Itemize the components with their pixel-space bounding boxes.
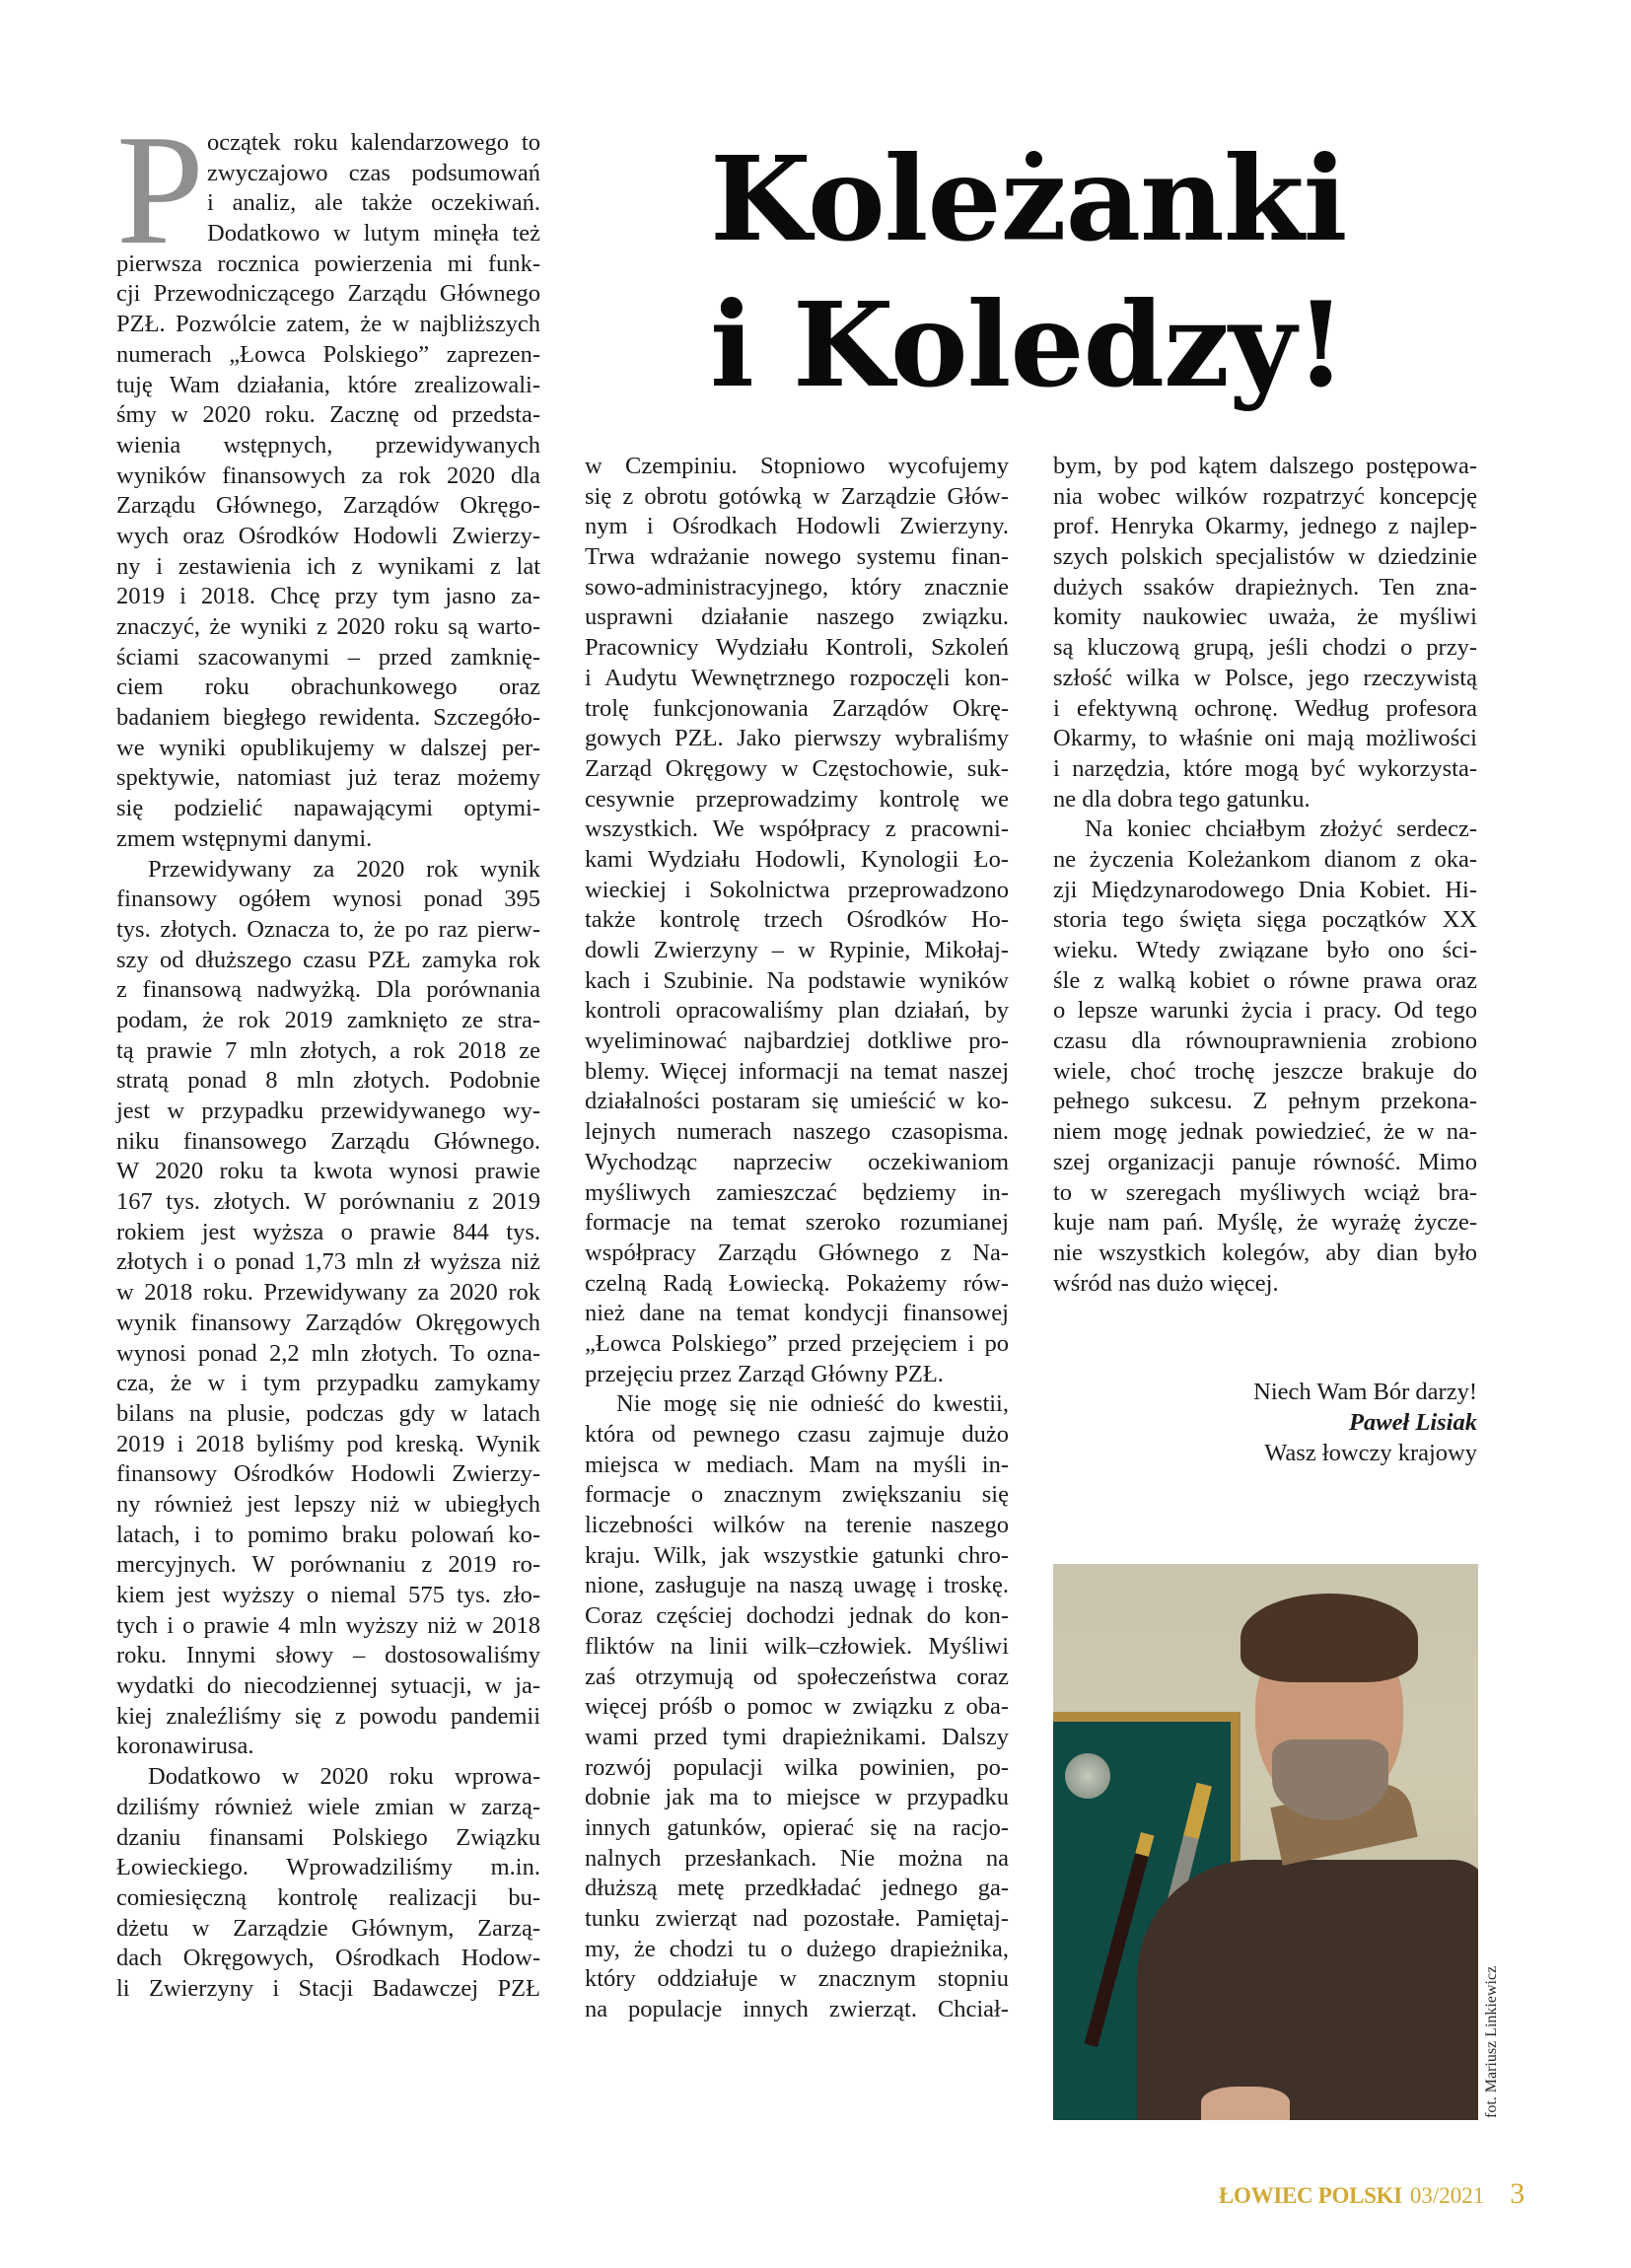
- text-line: działalności postaram się umieścić w ko-: [585, 1088, 1009, 1115]
- text-line: ne dla dobra tego gatunku.: [1053, 785, 1311, 813]
- text-column-right: [1053, 452, 1477, 1299]
- text-line: usprawni działanie naszego związku.: [585, 603, 1009, 631]
- text-line: kiem jest wyższy o niemal 575 tys. zło-: [116, 1582, 540, 1608]
- text-line: roku. Innymi słowy – dostosowaliśmy: [116, 1642, 540, 1669]
- photo-hair: [1241, 1594, 1418, 1682]
- text-line: storia tego święta sięga początków XX: [1053, 906, 1477, 934]
- text-line: innych gatunków, opierać się na racjo-: [585, 1813, 1009, 1841]
- text-line: koronawirusa.: [116, 1733, 254, 1760]
- text-line: bilans na plusie, podczas gdy w latach: [116, 1399, 540, 1427]
- text-line: my, że chodzi tu o dużego drapieżnika,: [585, 1935, 1009, 1962]
- text-line: bym, by pod kątem dalszego postępowa-: [1053, 453, 1477, 479]
- text-line: czelną Radą Łowiecką. Pokażemy rów-: [585, 1269, 1009, 1297]
- text-line: cji Przewodniczącego Zarządu Głównego: [116, 280, 540, 308]
- text-line: cza, że w i tym przypadku zamykamy: [116, 1370, 540, 1397]
- text-line: pierwsza rocznica powierzenia mi funk-: [116, 249, 540, 277]
- text-line: kraju. Wilk, jak wszystkie gatunki chro-: [585, 1541, 1009, 1569]
- text-line: dużych ssaków drapieżnych. Ten zna-: [1053, 573, 1477, 601]
- text-line: nalnych przesłankach. Nie można na: [585, 1844, 1009, 1872]
- text-line: kiej znaleźliśmy się z powodu pandemii: [116, 1702, 540, 1730]
- text-line: W 2020 roku ta kwota wynosi prawie: [116, 1158, 540, 1185]
- text-line: dowli Zwierzyny – w Rypinie, Mikołaj-: [585, 937, 1009, 963]
- text-line: blemy. Więcej informacji na temat naszej: [585, 1057, 1009, 1085]
- page-footer: [1219, 2177, 1525, 2211]
- text-line: comiesięczną kontrolę realizacji bu-: [116, 1883, 540, 1911]
- article-title: [710, 126, 1347, 418]
- author-role: Wasz łowczy krajowy: [1264, 1440, 1477, 1466]
- text-line: spektywie, natomiast już teraz możemy: [116, 764, 540, 792]
- text-line: liczebności wilków na terenie naszego: [585, 1512, 1009, 1539]
- text-line: li Zwierzyny i Stacji Badawczej PZŁ: [116, 1974, 540, 2002]
- text-line: niem mogę jednak powiedzieć, że w na-: [1053, 1118, 1477, 1146]
- text-line: dłuższą metę przedkładać jednego ga-: [585, 1875, 1009, 1902]
- text-line: lejnych numerach naszego czasopisma.: [585, 1118, 1009, 1146]
- text-line: 2019 i 2018 byliśmy pod kreską. Wynik: [116, 1430, 540, 1457]
- text-line: prof. Henryka Okarmy, jednego z najlep-: [1053, 513, 1477, 540]
- text-line: tys. złotych. Oznacza to, że po raz pierw-: [116, 915, 540, 943]
- text-line: są kluczową grupą, jeśli chodzi o przy-: [1053, 634, 1477, 662]
- photo-beard: [1272, 1739, 1388, 1820]
- text-line: zaś otrzymują od społeczeństwa coraz: [585, 1663, 1009, 1690]
- text-line: Na koniec chciałbym złożyć serdecz-: [1085, 815, 1477, 843]
- text-line: śle z walką kobiet o równe prawa oraz: [1053, 966, 1477, 994]
- text-line: 167 tys. złotych. W porównaniu z 2019: [116, 1188, 540, 1216]
- drop-cap: P: [116, 102, 204, 277]
- author-photo: [1053, 1564, 1478, 2120]
- text-line: czasu dla równouprawnienia zrobiono: [1053, 1028, 1477, 1055]
- text-line: fliktów na linii wilk–człowiek. Myśliwi: [585, 1632, 1009, 1660]
- photo-credit: fot. Mariusz Linkiewicz: [1483, 1965, 1500, 2118]
- text-line: tunku zwierząt nad pozostałe. Pamiętaj-: [585, 1905, 1009, 1932]
- text-line: złotych i o ponad 1,73 mln zł wyższa niż: [116, 1248, 540, 1276]
- text-line: Coraz częściej dochodzi jednak do kon-: [585, 1602, 1009, 1630]
- text-line: formacje na temat szeroko rozumianej: [585, 1209, 1009, 1237]
- text-line: numerach „Łowca Polskiego” zaprezen-: [116, 340, 540, 368]
- text-line: znaczyć, że wyniki z 2020 roku są warto-: [116, 613, 540, 640]
- text-line: ne życzenia Koleżankom dianom z oka-: [1053, 845, 1477, 873]
- text-line: pełnego sukcesu. Z pełnym przekona-: [1053, 1088, 1477, 1115]
- text-line: kami Wydziału Hodowli, Kynologii Ło-: [585, 845, 1009, 873]
- text-line: PZŁ. Pozwólcie zatem, że w najbliższych: [116, 311, 540, 338]
- text-line: wienia wstępnych, przewidywanych: [116, 431, 540, 459]
- text-line: wszystkich. We współpracy z pracowni-: [585, 815, 1009, 843]
- paragraph: [1053, 452, 1477, 815]
- text-line: szych polskich specjalistów w dziedzinie: [1053, 543, 1477, 571]
- text-line: w 2018 roku. Przewidywany za 2020 rok: [116, 1279, 540, 1307]
- text-line: wami przed tymi drapieżnikami. Dalszy: [585, 1723, 1009, 1750]
- text-line: wyeliminować najbardziej dotkliwe pro-: [585, 1028, 1009, 1055]
- text-line: kontroli opracowaliśmy plan działań, by: [585, 997, 1009, 1025]
- text-line: Trwa wdrażanie nowego systemu finan-: [585, 543, 1009, 571]
- text-line: Okarmy, to właśnie oni mają możliwości: [1053, 725, 1477, 752]
- text-line: nież dane na temat kondycji finansowej: [585, 1300, 1009, 1327]
- title-line-2: i Koledzy!: [710, 276, 1346, 413]
- text-line: o lepsze warunki życia i pracy. Od tego: [1053, 997, 1477, 1025]
- paragraph: [1053, 815, 1477, 1299]
- text-line: miejsca w mediach. Mam na myśli in-: [585, 1451, 1009, 1478]
- greeting: Niech Wam Bór darzy!: [1253, 1379, 1477, 1405]
- photo-medal: [1065, 1753, 1110, 1799]
- paragraph: [116, 1762, 540, 2005]
- text-line: wych oraz Ośrodków Hodowli Zwierzy-: [116, 522, 540, 549]
- author-name: Paweł Lisiak: [1349, 1409, 1477, 1436]
- signature-block: [1053, 1377, 1477, 1468]
- text-line: i efektywną ochronę. Według profesora: [1053, 694, 1477, 722]
- text-line: Zarząd Okręgowy w Częstochowie, suk-: [585, 754, 1009, 782]
- text-line: śmy w 2020 roku. Zacznę od przedsta-: [116, 401, 540, 429]
- text-line: Przewidywany za 2020 rok wynik: [148, 855, 540, 883]
- text-line: wyników finansowych za rok 2020 dla: [116, 461, 540, 489]
- photo-jacket: [1137, 1860, 1478, 2120]
- text-line: wynosi ponad 2,2 mln złotych. To ozna-: [116, 1339, 540, 1367]
- text-line: tych i o prawie 4 mln wyższy niż w 2018: [116, 1611, 540, 1639]
- text-line: jest w przypadku przewidywanego wy-: [116, 1098, 540, 1124]
- text-line: Dodatkowo w lutym minęła też: [207, 220, 540, 248]
- text-line: współpracy Zarządu Głównego z Na-: [585, 1239, 1009, 1266]
- text-line: i narzędzia, które mogą być wykorzysta-: [1053, 754, 1477, 782]
- page-number: 3: [1510, 2177, 1525, 2210]
- text-line: rozwój populacji wilka powinien, po-: [585, 1753, 1009, 1781]
- text-line: wynik finansowy Zarządów Okręgowych: [116, 1309, 540, 1336]
- text-line: kuje nam pań. Myślę, że wyrażę życze-: [1053, 1209, 1477, 1237]
- paragraph: [585, 452, 1009, 1389]
- text-line: formacje o znacznym zwiększaniu się: [585, 1481, 1009, 1509]
- text-line: dżetu w Zarządzie Głównym, Zarzą-: [116, 1914, 540, 1942]
- text-line: wieckiej i Sokolnictwa przeprowadzono: [585, 876, 1009, 903]
- text-line: wieku. Wtedy związane było ono ści-: [1053, 937, 1477, 963]
- text-line: nie wszystkich kolegów, aby dian było: [1053, 1239, 1477, 1266]
- text-line: zwyczajowo czas podsumowań: [207, 159, 540, 186]
- photo-hand: [1201, 2087, 1290, 2120]
- text-line: i analiz, ale także oczekiwań.: [207, 189, 540, 217]
- text-line: Pracownicy Wydziału Kontroli, Szkoleń: [585, 634, 1009, 662]
- text-line: 2019 i 2018. Chcę przy tym jasno za-: [116, 583, 540, 610]
- issue-number: 03/2021: [1409, 2183, 1485, 2208]
- text-line: nia wobec wilków rozpatrzyć koncepcję: [1053, 482, 1477, 510]
- text-line: także kontrolę trzech Ośrodków Ho-: [585, 906, 1009, 934]
- text-line: dach Okręgowych, Ośrodkach Hodow-: [116, 1945, 540, 1972]
- text-line: to w szeregach myśliwych wciąż bra-: [1053, 1178, 1477, 1206]
- text-line: dzaniu finansami Polskiego Związku: [116, 1823, 540, 1851]
- text-line: komity naukowiec uważa, że myśliwi: [1053, 603, 1477, 631]
- text-line: wiele, choć trochę jeszcze brakuje do: [1053, 1057, 1477, 1085]
- text-line: rokiem jest wyższa o prawie 844 tys.: [116, 1218, 540, 1245]
- text-line: szłość wilka w Polsce, jego rzeczywistą: [1053, 664, 1477, 691]
- paragraph: [116, 128, 540, 855]
- paragraph: [585, 1389, 1009, 2024]
- text-line: Zarządu Głównego, Zarządów Okręgo-: [116, 492, 540, 520]
- text-line: która od pewnego czasu zajmuje dużo: [585, 1421, 1009, 1448]
- text-column-middle: [585, 452, 1009, 2025]
- text-line: ściami szacowanymi – przed zamknię-: [116, 643, 540, 671]
- text-line: zji Międzynarodowego Dnia Kobiet. Hi-: [1053, 876, 1477, 903]
- text-line: z finansową nadwyżką. Dla porównania: [116, 976, 540, 1004]
- text-line: we wyniki opublikujemy w dalszej per-: [116, 734, 540, 761]
- text-line: się podzielić napawającymi optymi-: [116, 795, 540, 822]
- title-line-1: Koleżanki: [710, 130, 1347, 267]
- text-line: ny również jest lepszy niż w ubiegłych: [116, 1490, 540, 1518]
- text-line: kach i Szubinie. Na podstawie wyników: [585, 966, 1009, 994]
- text-line: latach, i to pomimo braku polowań ko-: [116, 1521, 540, 1548]
- paragraph: [116, 855, 540, 1763]
- text-line: przejęciu przez Zarząd Główny PZŁ.: [585, 1360, 944, 1387]
- text-line: tuję Wam działania, które zrealizowali-: [116, 371, 540, 398]
- text-line: wśród nas dużo więcej.: [1053, 1269, 1279, 1297]
- text-line: dziliśmy również wiele zmian w zarzą-: [116, 1793, 540, 1820]
- text-line: trolę funkcjonowania Zarządów Okrę-: [585, 694, 1009, 722]
- text-line: szy od dłuższego czasu PZŁ zamyka rok: [116, 946, 540, 973]
- text-line: wydatki do niecodziennej sytuacji, w ja-: [116, 1672, 540, 1700]
- text-line: niku finansowego Zarządu Głównego.: [116, 1127, 540, 1155]
- text-column-left: [116, 128, 540, 2005]
- text-line: szej organizacji panuje równość. Mimo: [1053, 1148, 1477, 1175]
- text-line: się z obrotu gotówką w Zarządzie Głów-: [585, 482, 1009, 510]
- magazine-name: ŁOWIEC POLSKI: [1219, 2183, 1402, 2208]
- text-line: który oddziałuje w znacznym stopniu: [585, 1965, 1009, 1993]
- text-line: i Audytu Wewnętrznego rozpoczęli kon-: [585, 664, 1009, 691]
- text-line: mercyjnych. W porównaniu z 2019 ro-: [116, 1551, 540, 1579]
- text-line: ny i zestawienia ich z wynikami z lat: [116, 552, 540, 580]
- text-line: dobnie jak ma to miejsce w przypadku: [585, 1784, 1009, 1811]
- text-line: oczątek roku kalendarzowego to: [207, 129, 540, 156]
- text-line: więcej próśb o pomoc w związku z oba-: [585, 1693, 1009, 1721]
- text-line: cesywnie przeprowadzimy kontrolę we: [585, 785, 1009, 813]
- text-line: myśliwych zamieszczać będziemy in-: [585, 1178, 1009, 1206]
- text-line: „Łowca Polskiego” przed przejęciem i po: [585, 1329, 1009, 1357]
- text-line: podam, że rok 2019 zamknięto ze stra-: [116, 1006, 540, 1033]
- text-line: Łowieckiego. Wprowadziliśmy m.in.: [116, 1854, 540, 1881]
- text-line: Wychodząc naprzeciw oczekiwaniom: [585, 1148, 1009, 1175]
- text-line: ciem roku obrachunkowego oraz: [116, 673, 540, 701]
- text-line: nym i Ośrodkach Hodowli Zwierzyny.: [585, 513, 1009, 540]
- text-line: gowych PZŁ. Jako pierwszy wybraliśmy: [585, 725, 1009, 752]
- text-line: finansowy ogółem wynosi ponad 395: [116, 886, 540, 913]
- text-line: zmem wstępnymi danymi.: [116, 824, 373, 852]
- text-line: badaniem biegłego rewidenta. Szczegóło-: [116, 704, 540, 732]
- text-line: Dodatkowo w 2020 roku wprowa-: [148, 1763, 540, 1791]
- text-line: Nie mogę się nie odnieść do kwestii,: [616, 1390, 1009, 1418]
- text-line: sowo-administracyjnego, który znacznie: [585, 573, 1009, 601]
- text-line: nione, zasługuje na naszą uwagę i troskę.: [585, 1572, 1009, 1599]
- text-line: tą prawie 7 mln złotych, a rok 2018 ze: [116, 1036, 540, 1064]
- text-line: stratą ponad 8 mln złotych. Podobnie: [116, 1067, 540, 1095]
- text-line: w Czempiniu. Stopniowo wycofujemy: [585, 453, 1009, 479]
- text-line: finansowy Ośrodków Hodowli Zwierzy-: [116, 1460, 540, 1488]
- text-line: na populacje innych zwierząt. Chciał-: [585, 1996, 1009, 2023]
